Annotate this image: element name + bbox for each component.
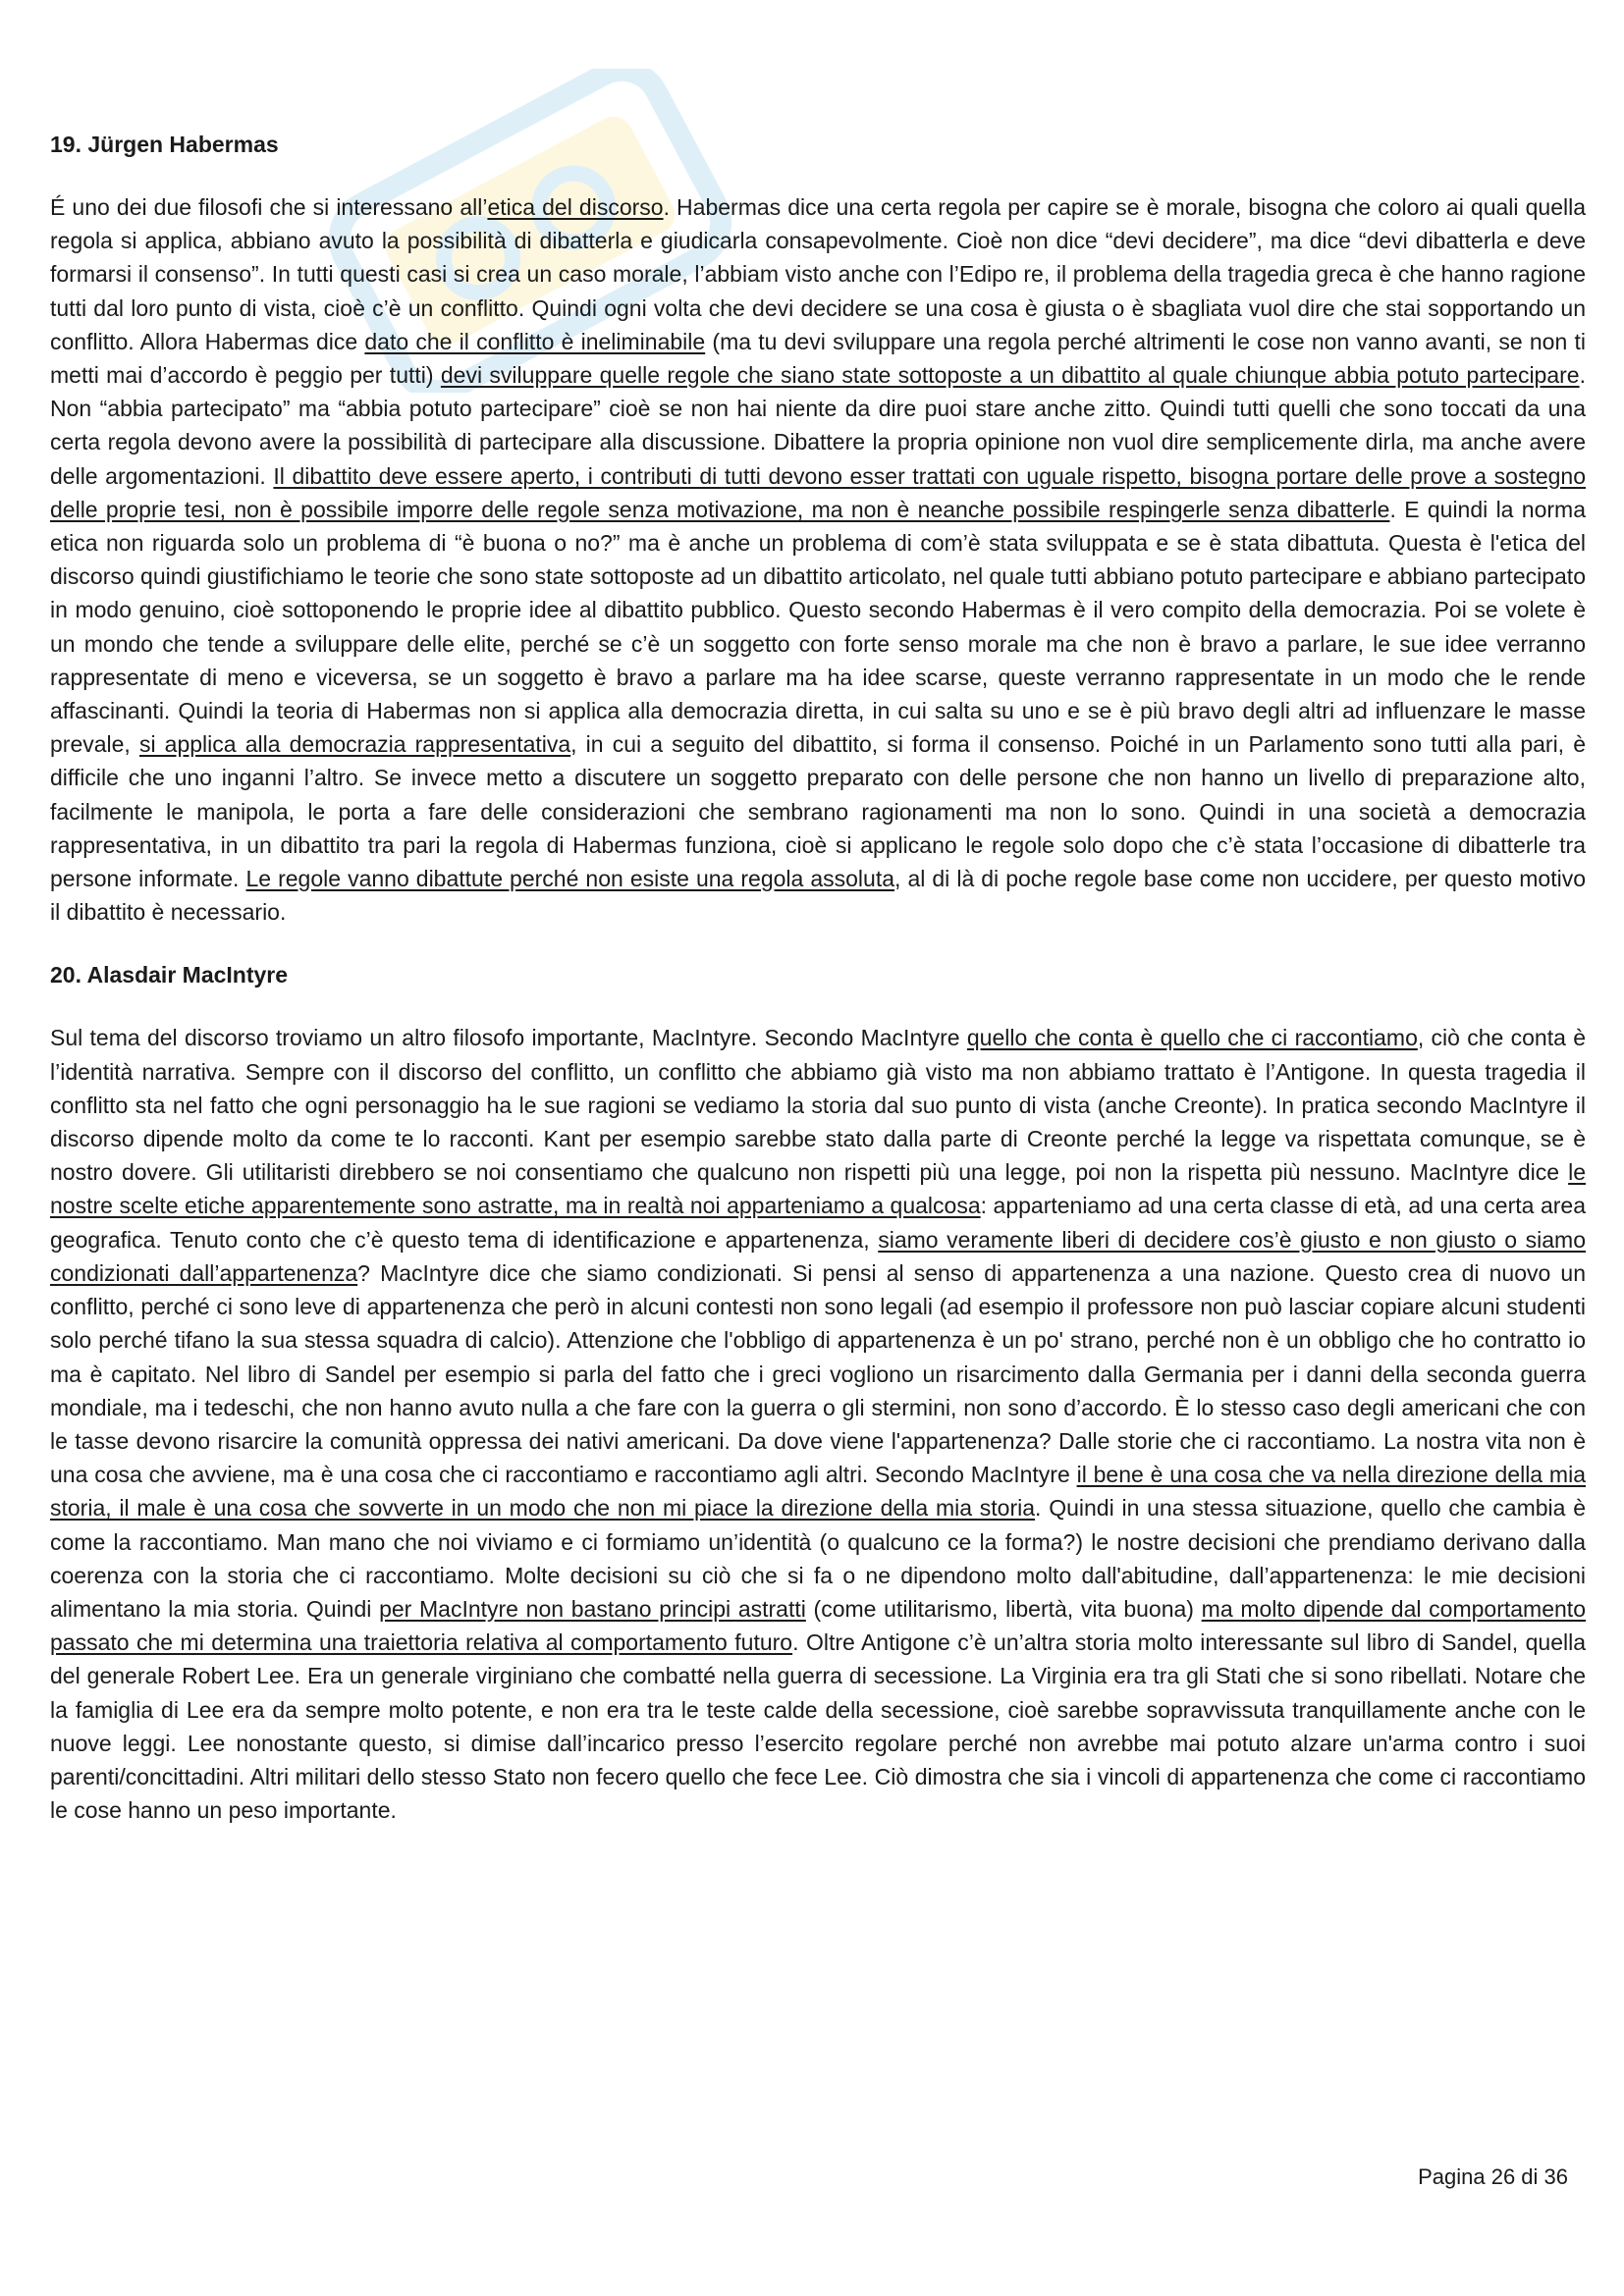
text-run: Sul tema del discorso troviamo un altro filosofo importante, MacIntyre. Secondo MacIntyre (50, 1025, 967, 1051)
underlined-text: etica del discorso (487, 194, 664, 220)
text-run: : apparteniamo ad una certa classe di età, ad una certa area geografica. Tenuto conto che c’è questo tema di identificazione e appartenenza, (50, 1193, 1586, 1253)
main-content (50, 128, 1586, 1827)
section-body-habermas (50, 190, 1586, 929)
text-run: . Habermas dice una certa regola per capire se è morale, bisogna che coloro ai quali quella regola si applica, abbiano avuto la possibilità di dibatterla e giudicarla consapevolmente. Cioè non dice “devi decidere”, ma dice “devi dibatterla e deve formarsi il consenso”. In tutti questi casi si crea un caso morale, l’abbiam visto anche con l’Edipo re, il problema della tragedia greca è che hanno ragione tutti dal loro punto di vista, cioè c’è un conflitto. Quindi ogni volta che devi decidere se una cosa è giusta o è sbagliata vuol dire che stai sopportando un conflitto. Allora Habermas dice (50, 194, 1587, 354)
underlined-text: si applica alla democrazia rappresentativa (138, 731, 571, 758)
text-run: (come utilitarismo, libertà, vita buona) (805, 1595, 1202, 1622)
underlined-text: le nostre scelte etiche apparentemente sono astratte, ma in realtà noi apparteniamo a qualcosa (50, 1159, 1586, 1219)
text-run: ? MacIntyre dice che siamo condizionati. Si pensi al senso di appartenenza a una nazione. Questo crea di nuovo un conflitto, perché ci sono leve di appartenenza che però in alcuni contesti non sono legali (ad esempio il professore non può lasciar copiare alcuni studenti solo perché tifano la sua stessa squadra di calcio). Attenzione che l'obbligo di appartenenza è un po' strano, perché non è un obbligo che ho contratto io ma è capitato. Nel libro di Sandel per esempio si parla del fatto che i greci vogliono un risarcimento dalla Germania per i danni della seconda guerra mondiale, ma i tedeschi, che non hanno avuto nulla a che fare con la guerra o gli stermini, non sono d’accordo. È lo stesso caso degli americani che con le tasse devono risarcire la comunità oppressa dei nativi americani. Da dove viene l'appartenenza? Dalle storie che ci raccontiamo. La nostra vita non è una cosa che avviene, ma è una cosa che ci raccontiamo e raccontiamo agli altri. Secondo MacIntyre (50, 1259, 1586, 1488)
underlined-text: Le regole vanno dibattute perché non esiste una regola assoluta (245, 866, 895, 892)
underlined-text: quello che conta è quello che ci raccontiamo (966, 1025, 1418, 1051)
page-number: Pagina 26 di 36 (1418, 2164, 1568, 2189)
text-run: . Oltre Antigone c’è un’altra storia molto interessante sul libro di Sandel, quella del generale Robert Lee. Era un generale virginiano che combatté nella guerra di secessione. La Virginia era tra gli Stati che si sono ribellati. Notare che la famiglia di Lee era da sempre molto potente, e non era tra le teste calde della secessione, cioè sarebbe sopravvissuta tranquillamente anche con le nuove leggi. Lee nonostante questo, si dimise dall’incarico presso l’esercito regolare perché non avrebbe mai potuto alzare un'arma contro i suoi parenti/concittadini. Altri militari dello stesso Stato non fecero quello che fece Lee. Ciò dimostra che sia i vincoli di appartenenza che come ci raccontiamo le cose hanno un peso importante. (50, 1629, 1586, 1824)
text-run: . E quindi la norma etica non riguarda solo un problema di “è buona o no?” ma è anche un problema di com’è stata sviluppata e se è stata dibattuta. Questa è l'etica del discorso quindi giustifichiamo le teorie che sono state sottoposte ad un dibattito articolato, nel quale tutti abbiano potuto partecipare e abbiano partecipato in modo genuino, cioè sottoponendo le proprie idee al dibattito pubblico. Questo secondo Habermas è il vero compito della democrazia. Poi se volete è un mondo che tende a sviluppare delle elite, perché se c’è un soggetto con forte senso morale ma che non è bravo a parlare, le sue idee verranno rappresentate di meno e viceversa, se un soggetto è bravo a parlare ma ha idee scarse, queste verranno rappresentate in un modo che le rende affascinanti. Quindi la teoria di Habermas non si applica alla democrazia diretta, in cui salta su uno e se è più bravo degli altri ad influenzare le masse prevale, (50, 496, 1586, 758)
underlined-text: dato che il conflitto è ineliminabile (364, 328, 706, 354)
section-title-macintyre: 20. Alasdair MacIntyre (50, 962, 289, 988)
text-run: (ma tu devi sviluppare una regola perché altrimenti le cose non vanno avanti, se non ti metti mai d’accordo è peggio per tutti) (50, 328, 1586, 389)
underlined-text: il bene è una cosa che va nella direzione della mia storia, il male è una cosa che sovverte in un modo che non mi piace la direzione della mia storia (50, 1462, 1586, 1522)
text-run: , ciò che conta è l’identità narrativa. Sempre con il discorso del conflitto, un conflitto che abbiamo già visto ma non abbiamo trattato è l’Antigone. In questa tragedia il conflitto sta nel fatto che ogni personaggio ha le sue ragioni se vediamo la storia dal suo punto di vista (anche Creonte). In pratica secondo MacIntyre il discorso dipende molto da come te lo racconti. Kant per esempio sarebbe stato dalla parte di Creonte perché la legge va rispettata comunque, se è nostro dovere. Gli utilitaristi direbbero se noi consentiamo che qualcuno non rispetti più una legge, poi non la rispetta più nessuno. MacIntyre dice (50, 1025, 1586, 1186)
section-body-macintyre (50, 1021, 1586, 1827)
text-run: . Non “abbia partecipato” ma “abbia potuto partecipare” cioè se non hai niente da dire puoi stare anche zitto. Quindi tutti quelli che sono toccati da una certa regola devono avere la possibilità di partecipare alla discussione. Dibattere la propria opinione non vuol dire semplicemente dirla, ma anche avere delle argomentazioni. (50, 362, 1586, 489)
underlined-text: devi sviluppare quelle regole che siano state sottoposte a un dibattito al quale chiunque abbia potuto partecipare (440, 362, 1580, 389)
underlined-text: per MacIntyre non bastano principi astratti (379, 1595, 806, 1622)
underlined-text: Il dibattito deve essere aperto, i contributi di tutti devono esser trattati con uguale rispetto, bisogna portare delle prove a sostegno delle proprie tesi, non è possibile imporre delle regole senza motivazione, ma non è neanche possibile respingerle senza dibatterle (50, 462, 1586, 522)
text-run: É uno dei due filosofi che si interessano all’ (50, 194, 488, 220)
text-run: , in cui a seguito del dibattito, si forma il consenso. Poiché in un Parlamento sono tutti alla pari, è difficile che uno inganni l’altro. Se invece metto a discutere un soggetto preparato con delle persone che non hanno un livello di preparazione alto, facilmente le manipola, le porta a fare delle considerazioni che sembrano ragionamenti ma non lo sono. Quindi in una società a democrazia rappresentativa, in un dibattito tra pari la regola di Habermas funziona, cioè si applicano le regole solo dopo che c’è stata l’occasione di dibatterle tra persone informate. (50, 731, 1586, 892)
underlined-text: siamo veramente liberi di decidere cos’è giusto e non giusto o siamo condizionati dall’appartenenza (50, 1226, 1587, 1286)
text-run: , al di là di poche regole base come non uccidere, per questo motivo il dibattito è necessario. (50, 866, 1586, 926)
text-run: . Quindi in una stessa situazione, quello che cambia è come la raccontiamo. Man mano che noi viviamo e ci formiamo un’identità (o qualcuno ce la forma?) le nostre decisioni che prendiamo derivano dalla coerenza con la storia che ci raccontiamo. Molte decisioni su ciò che si fa o ne dipendono molto dall'abitudine, dall’appartenenza: le mie decisioni alimentano la mia storia. Quindi (50, 1495, 1586, 1622)
underlined-text: ma molto dipende dal comportamento passato che mi determina una traiettoria relativa al comportamento futuro (50, 1595, 1586, 1656)
section-title-habermas: 19. Jürgen Habermas (50, 132, 279, 157)
